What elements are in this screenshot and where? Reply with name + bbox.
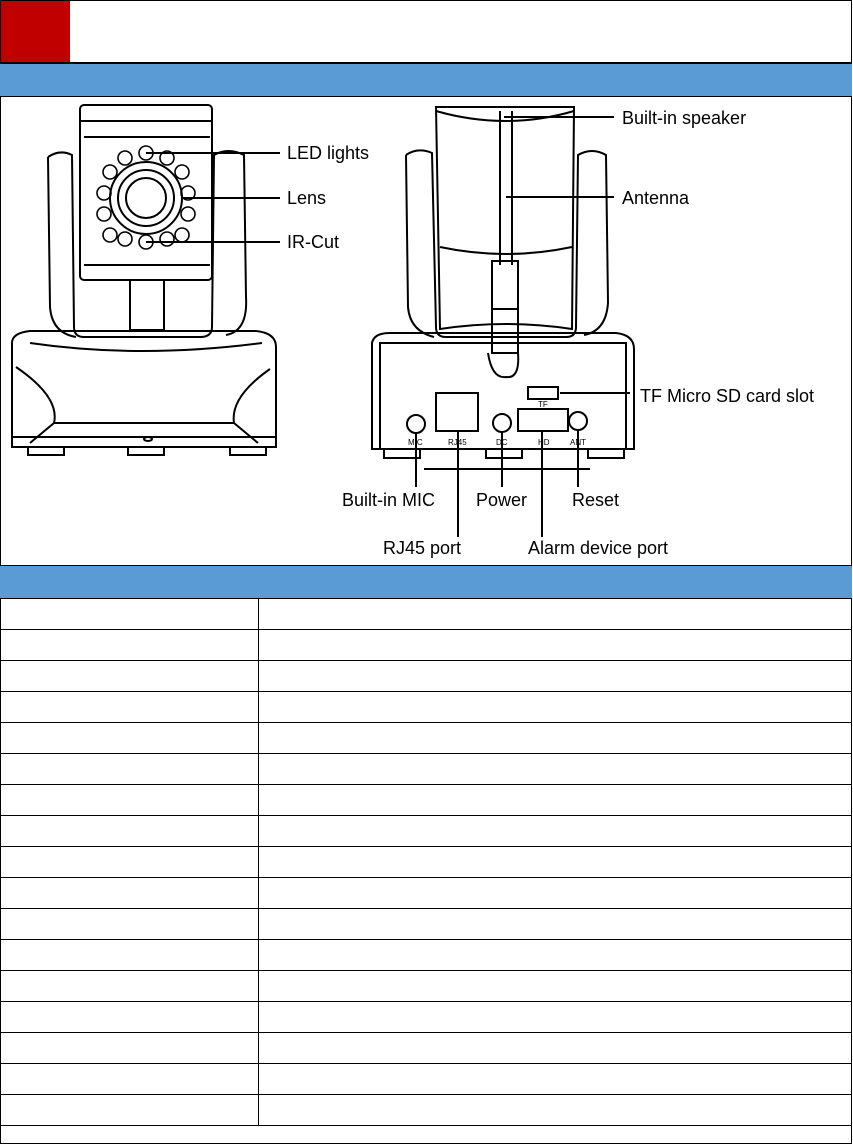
label-tf-slot: TF Micro SD card slot <box>640 386 815 406</box>
section-bar-appearance <box>0 63 852 97</box>
spec-value <box>259 630 852 661</box>
front-camera-drawing <box>12 105 276 455</box>
spec-key <box>1 909 259 940</box>
table-row <box>1 1095 852 1126</box>
table-row <box>1 878 852 909</box>
spec-table <box>0 598 852 1126</box>
spec-key <box>1 1064 259 1095</box>
spec-key <box>1 599 259 630</box>
table-row <box>1 661 852 692</box>
table-row <box>1 1033 852 1064</box>
spec-value <box>259 878 852 909</box>
table-row <box>1 630 852 661</box>
table-row <box>1 599 852 630</box>
port-marks <box>408 400 586 447</box>
label-power: Power <box>476 490 528 510</box>
spec-value <box>259 692 852 723</box>
spec-key <box>1 1033 259 1064</box>
label-ir-cut: IR-Cut <box>287 232 340 252</box>
spec-value <box>259 909 852 940</box>
title-row <box>0 0 852 63</box>
spec-key <box>1 1002 259 1033</box>
spec-key <box>1 692 259 723</box>
table-row <box>1 940 852 971</box>
spec-value <box>259 754 852 785</box>
spec-key <box>1 971 259 1002</box>
spec-value <box>259 940 852 971</box>
table-row <box>1 692 852 723</box>
mark-mic: MIC <box>408 438 423 447</box>
spec-value <box>259 785 852 816</box>
spec-key <box>1 754 259 785</box>
camera-diagram <box>0 97 852 565</box>
table-row <box>1 909 852 940</box>
spec-key <box>1 661 259 692</box>
label-lens: Lens <box>287 188 327 208</box>
spec-value <box>259 723 852 754</box>
spec-value <box>259 599 852 630</box>
spec-value <box>259 1095 852 1126</box>
mark-rj45: RJ45 <box>448 438 467 447</box>
table-row <box>1 971 852 1002</box>
table-row <box>1 1002 852 1033</box>
spec-key <box>1 785 259 816</box>
spec-key <box>1 723 259 754</box>
mark-tf: TF <box>538 400 548 409</box>
spec-value <box>259 816 852 847</box>
label-built-in-mic: Built-in MIC <box>342 490 436 510</box>
camera-diagram-svg <box>0 97 852 565</box>
back-camera-drawing <box>372 107 634 458</box>
red-accent-block <box>1 1 70 62</box>
mark-hd: HD <box>538 438 550 447</box>
table-row <box>1 847 852 878</box>
spec-key <box>1 878 259 909</box>
mark-ant: ANT <box>570 438 586 447</box>
spec-value <box>259 847 852 878</box>
table-row <box>1 816 852 847</box>
label-led-lights: LED lights <box>287 143 370 163</box>
spec-key <box>1 847 259 878</box>
spec-key <box>1 816 259 847</box>
spec-value <box>259 1002 852 1033</box>
mark-dc: DC <box>496 438 508 447</box>
table-row <box>1 785 852 816</box>
label-rj45-port: RJ45 port <box>383 538 462 558</box>
section-bar-specifications <box>0 565 852 599</box>
spec-value <box>259 661 852 692</box>
spec-key <box>1 940 259 971</box>
label-alarm-port: Alarm device port <box>528 538 669 558</box>
spec-value <box>259 1033 852 1064</box>
spec-value <box>259 1064 852 1095</box>
spec-key <box>1 630 259 661</box>
table-row <box>1 1064 852 1095</box>
label-antenna: Antenna <box>622 188 690 208</box>
spec-value <box>259 971 852 1002</box>
table-row <box>1 723 852 754</box>
spec-key <box>1 1095 259 1126</box>
label-built-in-speaker: Built-in speaker <box>622 108 747 128</box>
table-row <box>1 754 852 785</box>
label-reset: Reset <box>572 490 620 510</box>
